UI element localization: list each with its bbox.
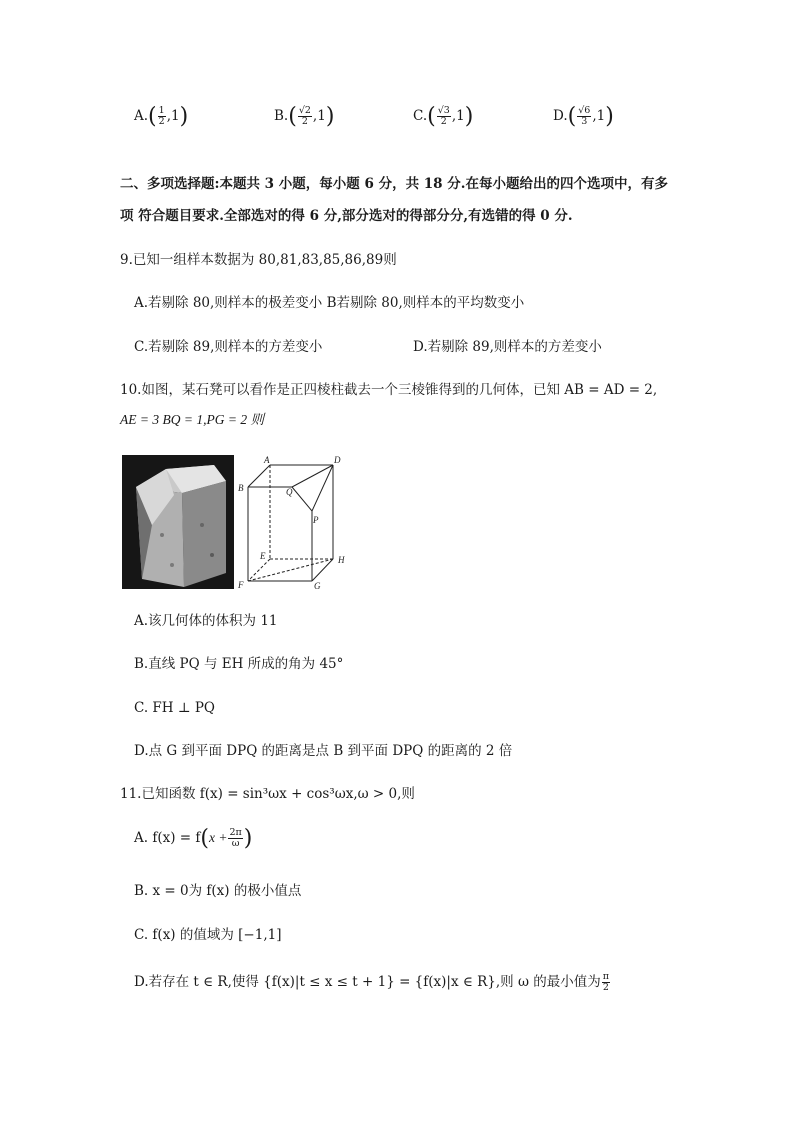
- q9-stem: 9.已知一组样本数据为 80,81,83,85,86,89则: [120, 252, 397, 268]
- q11-option-d: D.若存在 t ∈ R,使得 {f(x)|t ≤ x ≤ t + 1} = {f(x)|x ∈ R},则 ω 的最小值为 $\frac{\pi}{2}$: [134, 971, 610, 993]
- q8-option-d: D.( $\frac{√6}{3}$ ,1): [553, 104, 614, 129]
- q10-stem-line2: AE = 3 BQ = 1,PG = 2 则: [120, 412, 264, 427]
- q9-option-c: C.若剔除 89,则样本的方差变小: [134, 339, 323, 355]
- label-q: Q: [286, 487, 293, 497]
- q10-option-c: C. FH ⊥ PQ: [134, 700, 215, 716]
- q9-option-a: A.若剔除 80,则样本的极差变小 B若剔除 80,则样本的平均数变小: [134, 295, 525, 311]
- label-d: D: [334, 455, 341, 465]
- label-b: B: [238, 483, 244, 493]
- q8-option-a: A.( $\frac{1}{2}$ ,1): [134, 104, 189, 129]
- section2-header-line2: 项 符合题目要求.全部选对的得 6 分,部分选对的得部分分,有选错的得 0 分.: [120, 208, 573, 224]
- stone-stool-photo: [122, 455, 234, 589]
- q8-option-c: C.( $\frac{√3}{2}$ ,1): [413, 104, 474, 129]
- q10-option-b: B.直线 PQ 与 EH 所成的角为 45°: [134, 656, 344, 672]
- label-p: P: [313, 515, 319, 525]
- label-e: E: [260, 551, 266, 561]
- prism-diagram: [236, 455, 356, 591]
- q11-option-a: A. f(x) = f(x + $\frac{2\pi}{\omega}$ ): [134, 826, 253, 851]
- q10-stem-line1: 10.如图，某石凳可以看作是正四棱柱截去一个三棱锥得到的几何体，已知 AB = AD = 2,: [120, 382, 658, 398]
- q10-option-a: A.该几何体的体积为 11: [134, 613, 278, 629]
- q10-option-d: D.点 G 到平面 DPQ 的距离是点 B 到平面 DPQ 的距离的 2 倍: [134, 743, 513, 759]
- section2-header-line1: 二、多项选择题:本题共 3 小题，每小题 6 分，共 18 分.在每小题给出的四个选项中，有多: [120, 176, 668, 192]
- q11-stem: 11.已知函数 f(x) = sin³ωx + cos³ωx,ω > 0,则: [120, 786, 415, 802]
- q11-option-b: B. x = 0为 f(x) 的极小值点: [134, 883, 302, 899]
- label-f: F: [238, 580, 244, 590]
- q9-option-d: D.若剔除 89,则样本的方差变小: [413, 339, 602, 355]
- label-g: G: [314, 581, 321, 591]
- q11-option-c: C. f(x) 的值域为 [−1,1]: [134, 927, 282, 943]
- q8-option-b: B.( $\frac{√2}{2}$ ,1): [274, 104, 335, 129]
- label-a: A: [264, 455, 270, 465]
- label-h: H: [338, 555, 345, 565]
